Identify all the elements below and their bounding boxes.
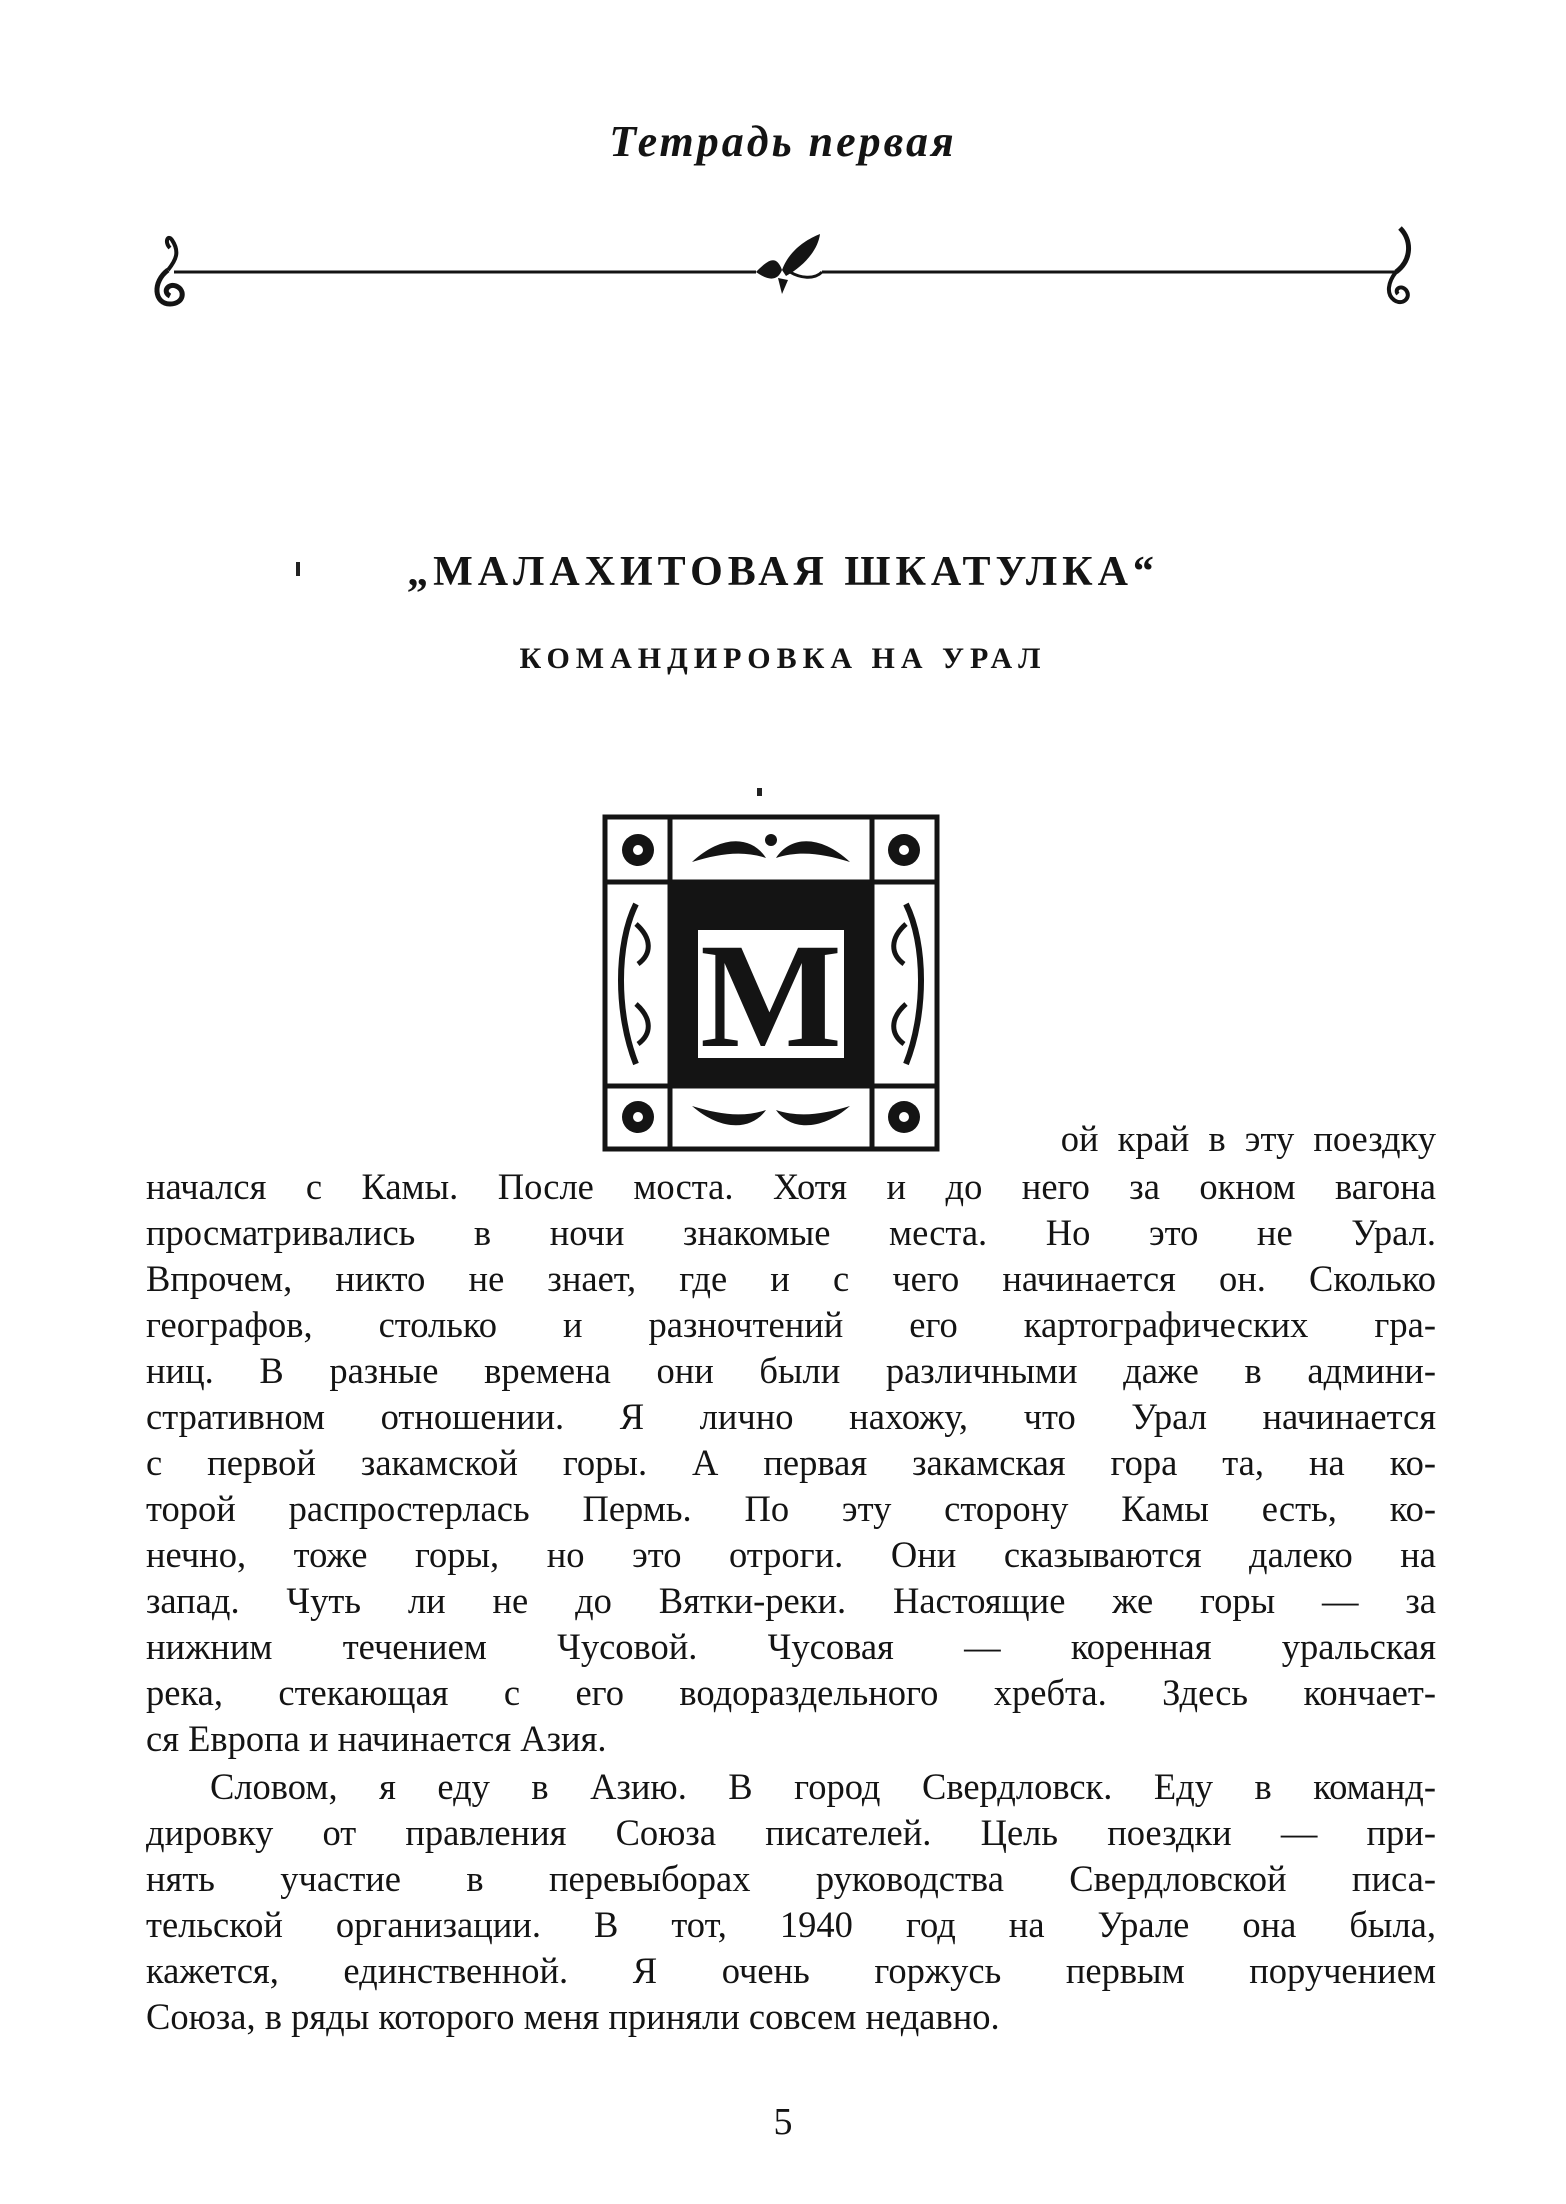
- text-line: дировку от правления Союза писателей. Цель поездки — при-: [146, 1812, 1436, 1853]
- chapter-subtitle: КОМАНДИРОВКА НА УРАЛ: [519, 642, 1047, 675]
- corner-flower-icon: [888, 1101, 920, 1133]
- right-scroll: [1396, 228, 1409, 272]
- center-leaf-motif: [756, 234, 822, 294]
- paragraph-1: [146, 1164, 1436, 1762]
- text-line: тельской организации. В тот, 1940 год на Урале она была,: [146, 1904, 1436, 1945]
- text-line: географов, столько и разночтений его картографических гра-: [146, 1304, 1436, 1345]
- stray-mark: [757, 788, 762, 796]
- stray-mark: [296, 562, 300, 576]
- ornamental-rule: [150, 220, 1420, 310]
- paragraph-2: [146, 1764, 1436, 2040]
- decorative-dropcap: [602, 814, 940, 1152]
- first-line-continuation: ой край в эту поездку: [1060, 1118, 1436, 1159]
- corner-flower-icon: [888, 834, 920, 866]
- text-line: запад. Чуть ли не до Вятки-реки. Настоящие же горы — за: [146, 1580, 1436, 1621]
- text-line: ся Европа и начинается Азия.: [146, 1718, 607, 1759]
- text-line: река, стекающая с его водораздельного хребта. Здесь кончает-: [146, 1672, 1436, 1713]
- chapter-title: „МАЛАХИТОВАЯ ШКАТУЛКА“: [407, 549, 1159, 595]
- text-line: Впрочем, никто не знает, где и с чего начинается он. Сколько: [146, 1258, 1436, 1299]
- text-line: Словом, я еду в Азию. В город Свердловск. Еду в команд-: [210, 1766, 1436, 1807]
- text-line: кажется, единственной. Я очень горжусь первым поручением: [146, 1950, 1436, 1991]
- text-line: торой распростерлась Пермь. По эту сторону Камы есть, ко-: [146, 1488, 1436, 1529]
- text-line: начался с Камы. После моста. Хотя и до него за окном вагона: [146, 1166, 1436, 1207]
- text-line: стративном отношении. Я лично нахожу, что Урал начинается: [146, 1396, 1436, 1437]
- running-head: Тетрадь первая: [609, 117, 957, 166]
- page-number: 5: [773, 2101, 793, 2143]
- text-line: нечно, тоже горы, но это отроги. Они сказываются далеко на: [146, 1534, 1436, 1575]
- text-line: с первой закамской горы. А первая закамская гора та, на ко-: [146, 1442, 1436, 1483]
- text-line: просматривались в ночи знакомые места. Но это не Урал.: [146, 1212, 1436, 1253]
- left-scroll: [157, 270, 182, 304]
- corner-flower-icon: [622, 1101, 654, 1133]
- text-line: нижним течением Чусовой. Чусовая — коренная уральская: [146, 1626, 1436, 1667]
- text-line: Союза, в ряды которого меня приняли совсем недавно.: [146, 1996, 1000, 2037]
- corner-flower-icon: [622, 834, 654, 866]
- text-line: ниц. В разные времена они были различными даже в админи-: [146, 1350, 1436, 1391]
- dropcap-letter: М: [700, 913, 842, 1079]
- text-line: нять участие в перевыборах руководства Свердловской писа-: [146, 1858, 1436, 1899]
